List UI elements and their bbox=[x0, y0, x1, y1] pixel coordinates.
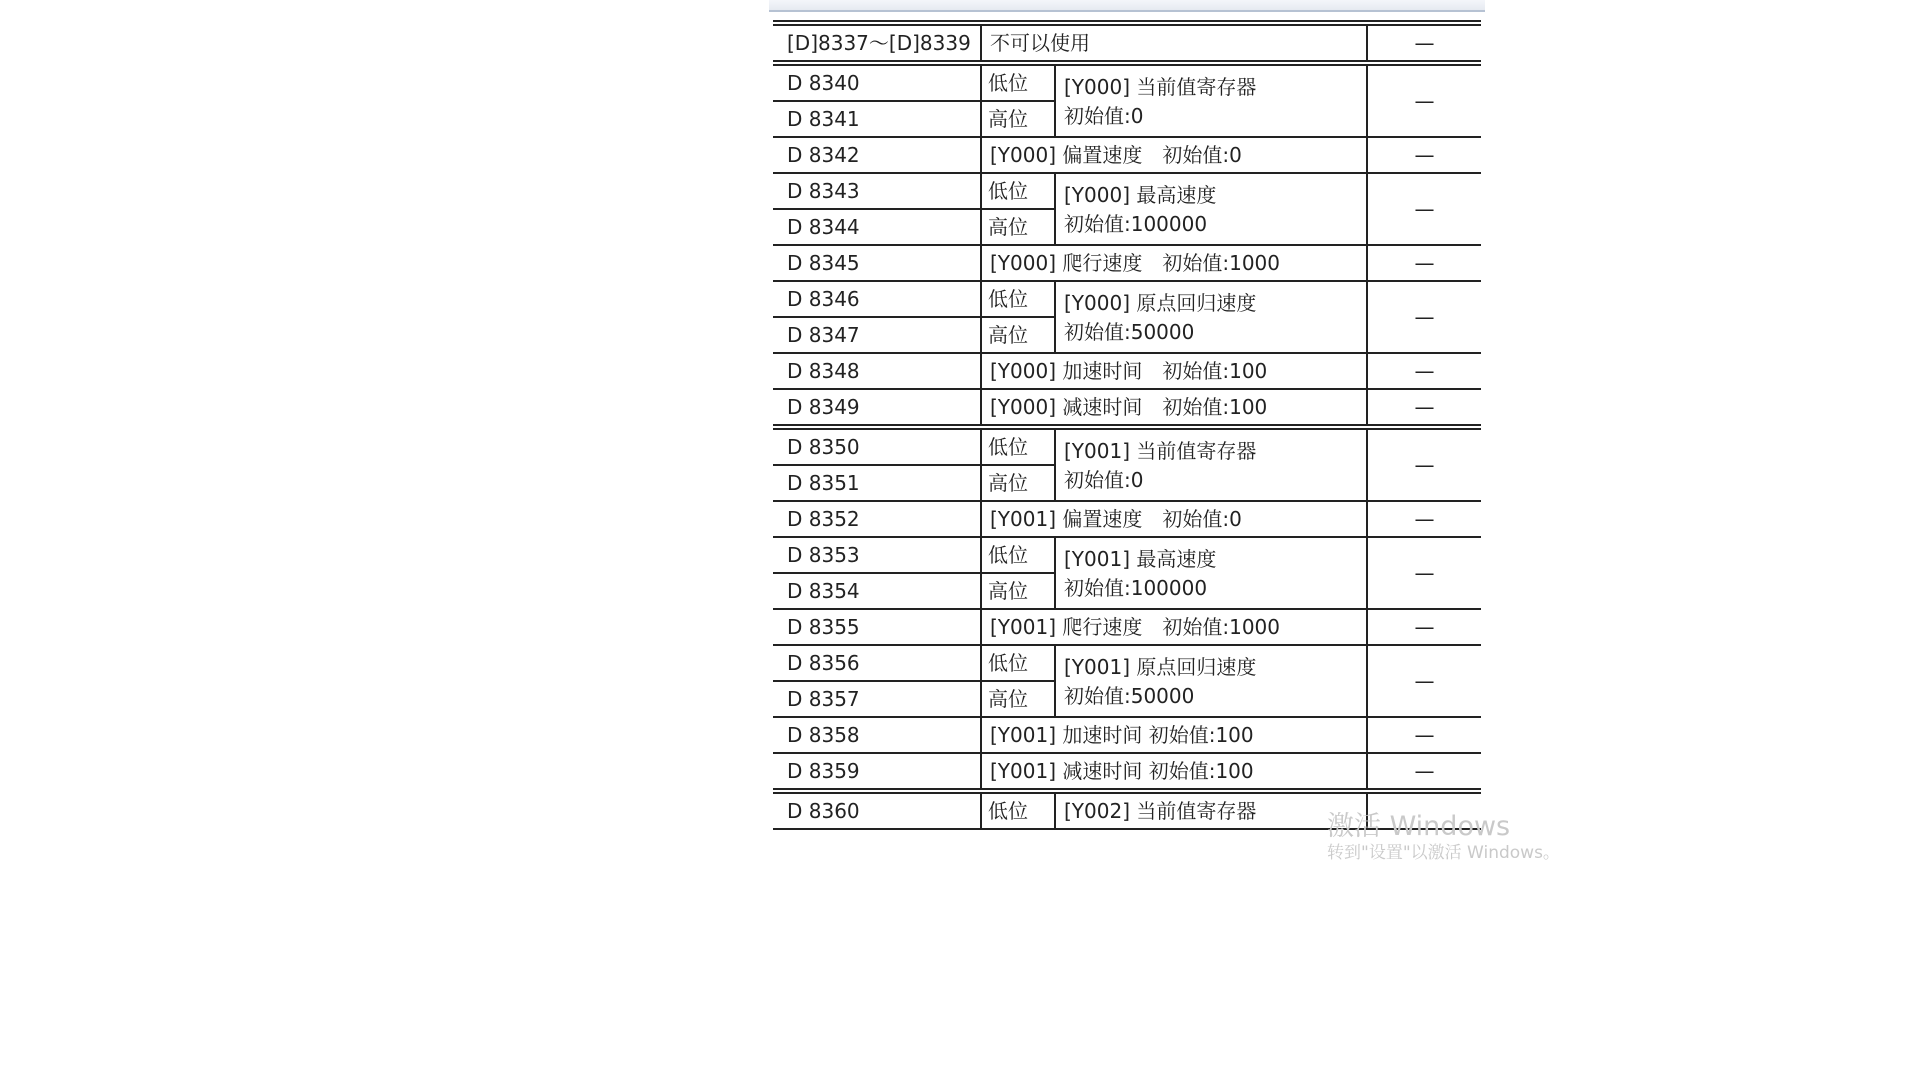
register-address-high: D 8351 bbox=[773, 465, 981, 501]
low-word-label: 低位 bbox=[981, 791, 1055, 829]
register-address: D 8348 bbox=[773, 353, 981, 389]
register-description: [Y000] 减速时间 初始值:100 bbox=[981, 389, 1367, 427]
table-row bbox=[773, 23, 1481, 63]
register-address-high: D 8347 bbox=[773, 317, 981, 353]
table-row bbox=[773, 281, 1481, 317]
register-note: — bbox=[1367, 537, 1481, 609]
description-line-1: [Y000] 原点回归速度 bbox=[1064, 291, 1257, 315]
description-line-2: 初始值:100000 bbox=[1064, 212, 1208, 236]
table-row bbox=[773, 717, 1481, 753]
register-address-low: D 8343 bbox=[773, 173, 981, 209]
low-word-label: 低位 bbox=[981, 537, 1055, 573]
document-viewport bbox=[769, 0, 1560, 864]
register-address-high: D 8354 bbox=[773, 573, 981, 609]
high-word-label: 高位 bbox=[981, 209, 1055, 245]
register-description bbox=[1055, 281, 1367, 353]
register-description: [Y002] 当前值寄存器 bbox=[1055, 791, 1367, 829]
register-address-high: D 8344 bbox=[773, 209, 981, 245]
register-address: D 8345 bbox=[773, 245, 981, 281]
table-row bbox=[773, 137, 1481, 173]
high-word-label: 高位 bbox=[981, 317, 1055, 353]
description-line-1: [Y001] 当前值寄存器 bbox=[1064, 439, 1257, 463]
description-line-2: 初始值:100000 bbox=[1064, 576, 1208, 600]
high-word-label: 高位 bbox=[981, 573, 1055, 609]
table-row bbox=[773, 537, 1481, 573]
register-address: D 8358 bbox=[773, 717, 981, 753]
register-description: [Y001] 加速时间 初始值:100 bbox=[981, 717, 1367, 753]
register-description bbox=[1055, 645, 1367, 717]
table-row bbox=[773, 609, 1481, 645]
register-note: — bbox=[1367, 23, 1481, 63]
description-line-1: [Y000] 最高速度 bbox=[1064, 183, 1217, 207]
register-address-low: D 8356 bbox=[773, 645, 981, 681]
low-word-label: 低位 bbox=[981, 645, 1055, 681]
register-note: — bbox=[1367, 173, 1481, 245]
register-note: — bbox=[1367, 501, 1481, 537]
register-description bbox=[1055, 427, 1367, 501]
register-note: — bbox=[1367, 137, 1481, 173]
register-address: D 8352 bbox=[773, 501, 981, 537]
watermark-line-1: 激活 Windows bbox=[1327, 811, 1511, 842]
register-description: [Y000] 加速时间 初始值:100 bbox=[981, 353, 1367, 389]
description-line-2: 初始值:50000 bbox=[1064, 320, 1195, 344]
register-description: [Y001] 爬行速度 初始值:1000 bbox=[981, 609, 1367, 645]
description-line-1: [Y001] 最高速度 bbox=[1064, 547, 1217, 571]
windows-activation-watermark bbox=[1327, 811, 1560, 864]
register-address-high: D 8357 bbox=[773, 681, 981, 717]
table-row bbox=[773, 645, 1481, 681]
register-note: — bbox=[1367, 245, 1481, 281]
register-description bbox=[1055, 173, 1367, 245]
table-row bbox=[773, 245, 1481, 281]
register-description bbox=[1055, 63, 1367, 137]
register-address-low: D 8360 bbox=[773, 791, 981, 829]
watermark-line-2: 转到"设置"以激活 Windows。 bbox=[1327, 843, 1560, 863]
description-line-1: [Y000] 当前值寄存器 bbox=[1064, 75, 1257, 99]
register-note: — bbox=[1367, 63, 1481, 137]
register-description: [Y000] 爬行速度 初始值:1000 bbox=[981, 245, 1367, 281]
register-description: 不可以使用 bbox=[981, 23, 1367, 63]
register-note: — bbox=[1367, 389, 1481, 427]
register-address-low: D 8346 bbox=[773, 281, 981, 317]
special-register-table bbox=[773, 20, 1481, 830]
register-note: — bbox=[1367, 717, 1481, 753]
register-description bbox=[1055, 537, 1367, 609]
description-line-2: 初始值:50000 bbox=[1064, 684, 1195, 708]
low-word-label: 低位 bbox=[981, 173, 1055, 209]
register-description: [Y001] 偏置速度 初始值:0 bbox=[981, 501, 1367, 537]
table-row bbox=[773, 353, 1481, 389]
table-row bbox=[773, 63, 1481, 101]
register-address: D 8349 bbox=[773, 389, 981, 427]
table-row bbox=[773, 173, 1481, 209]
high-word-label: 高位 bbox=[981, 101, 1055, 137]
low-word-label: 低位 bbox=[981, 63, 1055, 101]
high-word-label: 高位 bbox=[981, 465, 1055, 501]
register-description: [Y001] 减速时间 初始值:100 bbox=[981, 753, 1367, 791]
table-row bbox=[773, 753, 1481, 791]
description-line-2: 初始值:0 bbox=[1064, 104, 1144, 128]
register-address-low: D 8353 bbox=[773, 537, 981, 573]
register-note: — bbox=[1367, 353, 1481, 389]
register-description: [Y000] 偏置速度 初始值:0 bbox=[981, 137, 1367, 173]
top-border-strip bbox=[769, 0, 1485, 12]
register-address: D 8355 bbox=[773, 609, 981, 645]
table-row bbox=[773, 501, 1481, 537]
description-line-2: 初始值:0 bbox=[1064, 468, 1144, 492]
register-address-low: D 8340 bbox=[773, 63, 981, 101]
register-address: [D]8337～[D]8339 bbox=[773, 23, 981, 63]
register-address: D 8359 bbox=[773, 753, 981, 791]
register-address-high: D 8341 bbox=[773, 101, 981, 137]
low-word-label: 低位 bbox=[981, 427, 1055, 465]
register-address: D 8342 bbox=[773, 137, 981, 173]
register-address-low: D 8350 bbox=[773, 427, 981, 465]
register-note: — bbox=[1367, 281, 1481, 353]
register-note: — bbox=[1367, 645, 1481, 717]
register-note: — bbox=[1367, 427, 1481, 501]
low-word-label: 低位 bbox=[981, 281, 1055, 317]
register-note: — bbox=[1367, 753, 1481, 791]
high-word-label: 高位 bbox=[981, 681, 1055, 717]
description-line-1: [Y001] 原点回归速度 bbox=[1064, 655, 1257, 679]
register-note: — bbox=[1367, 609, 1481, 645]
table-row bbox=[773, 389, 1481, 427]
table-row bbox=[773, 427, 1481, 465]
